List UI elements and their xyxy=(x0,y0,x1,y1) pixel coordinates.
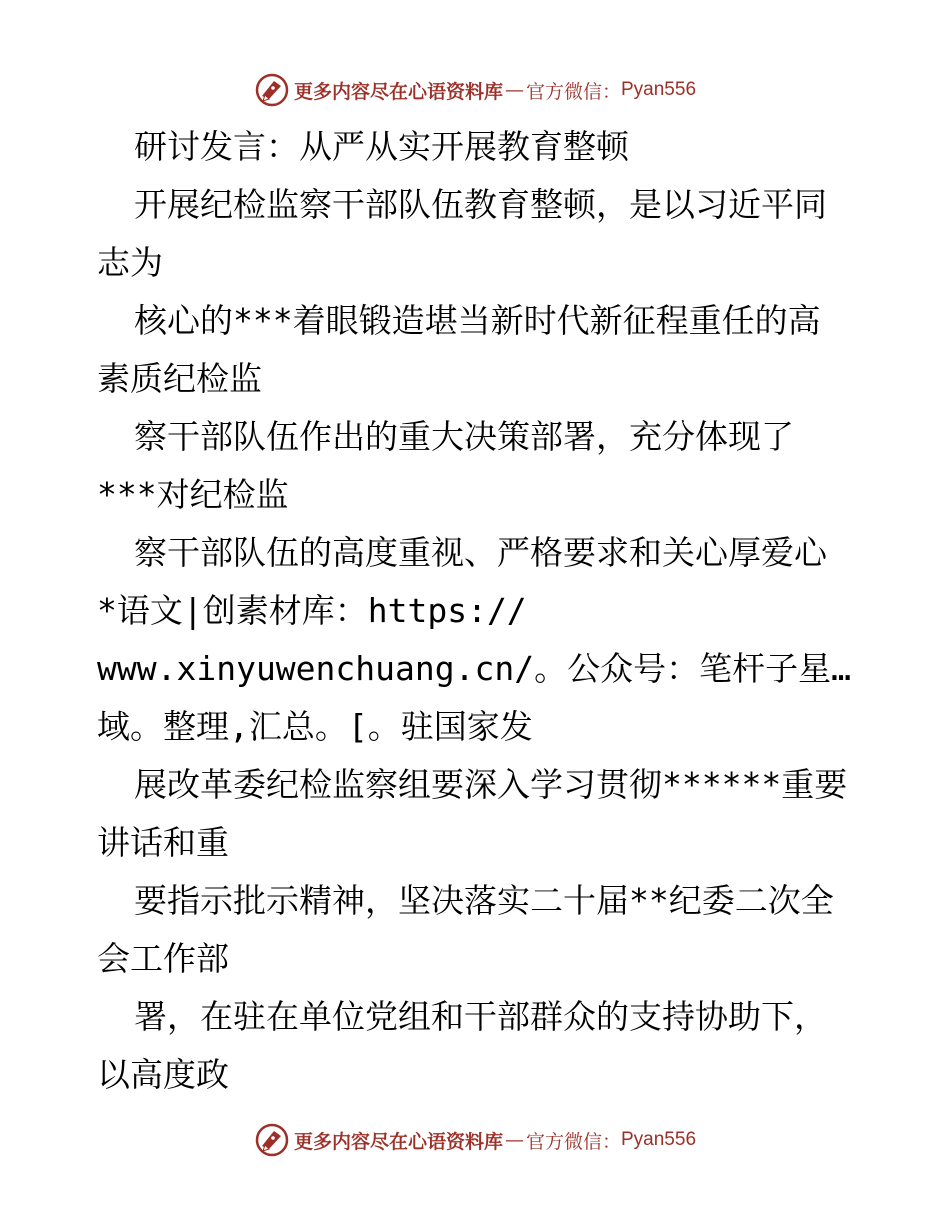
paragraph-line: 域。整理,汇总。[。驻国家发 xyxy=(97,707,533,746)
paragraph-line: www.xinyuwenchuang.cn/。公众号：笔杆子星… xyxy=(97,649,851,688)
paragraph-line: 核心的***着眼锻造堪当新时代新征程重任的高 xyxy=(134,301,821,340)
paragraph-line: ***对纪检监 xyxy=(97,475,289,514)
banner-contact-label: 官方微信： xyxy=(525,1130,621,1153)
paragraph-line: 会工作部 xyxy=(97,939,229,978)
paragraph-line: 察干部队伍的高度重视、严格要求和关心厚爱心 xyxy=(134,533,827,572)
banner-contact-label: 官方微信： xyxy=(525,80,621,103)
banner-contact-handle: Pyan556 xyxy=(621,79,697,100)
banner-contact-handle: Pyan556 xyxy=(621,1129,697,1150)
banner-text: 更多内容尽在心语资料库 xyxy=(293,80,503,103)
header-banner xyxy=(0,70,950,110)
banner-dash: — xyxy=(504,1129,524,1151)
banner-text: 更多内容尽在心语资料库 xyxy=(293,1130,503,1153)
paragraph-line: 志为 xyxy=(97,243,163,282)
paragraph-line: 开展纪检监察干部队伍教育整顿，是以习近平同 xyxy=(134,185,827,224)
paragraph-line: 察干部队伍作出的重大决策部署，充分体现了 xyxy=(134,417,794,456)
footer-banner xyxy=(0,1120,950,1160)
paragraph-line: *语文|创素材库：https:// xyxy=(97,591,527,630)
document-body xyxy=(97,118,857,1104)
paragraph-line: 要指示批示精神，坚决落实二十届**纪委二次全 xyxy=(134,881,834,920)
banner-dash: — xyxy=(504,79,524,101)
pen-nib-circle-icon xyxy=(254,1122,290,1158)
pen-nib-circle-icon xyxy=(254,72,290,108)
paragraph-line: 署，在驻在单位党组和干部群众的支持协助下， xyxy=(134,997,827,1036)
paragraph-line: 讲话和重 xyxy=(97,823,229,862)
paragraph-line: 展改革委纪检监察组要深入学习贯彻******重要 xyxy=(134,765,848,804)
paragraph-line: 素质纪检监 xyxy=(97,359,262,398)
document-title: 研讨发言：从严从实开展教育整顿 xyxy=(134,127,629,166)
paragraph-line: 以高度政 xyxy=(97,1055,229,1094)
